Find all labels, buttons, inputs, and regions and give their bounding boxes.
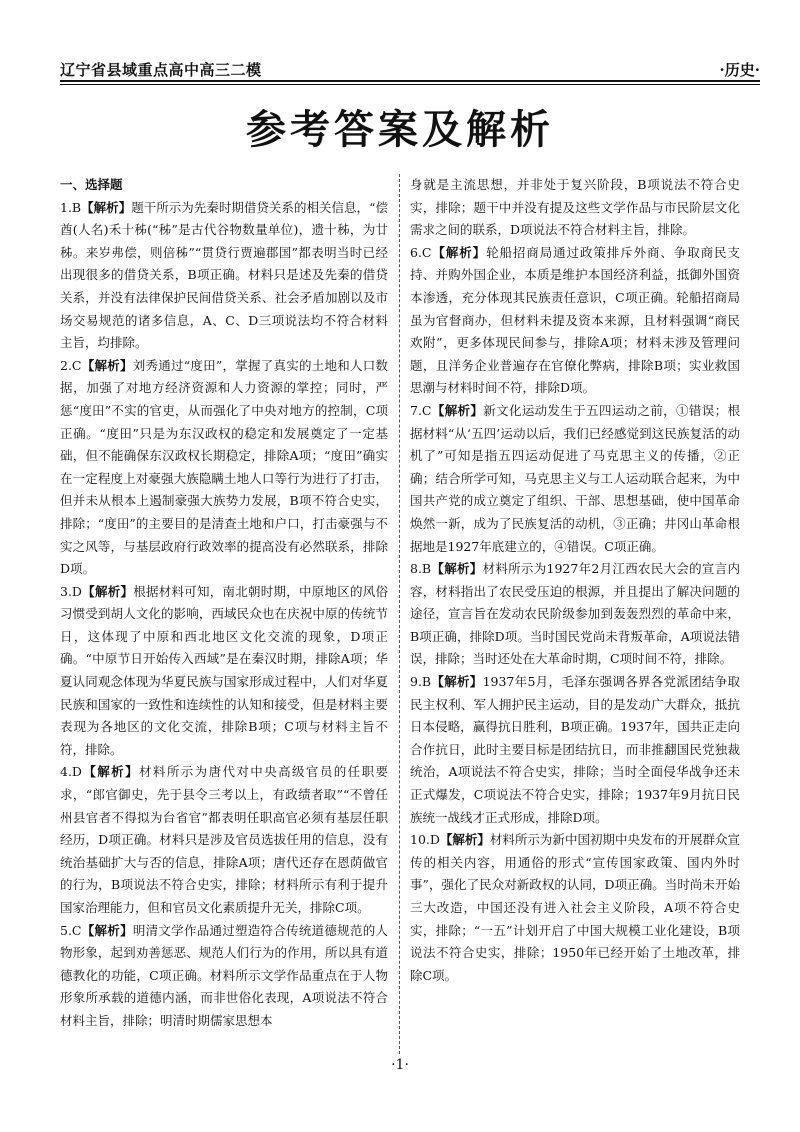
answer-item-8 [410,558,740,671]
answer-text: 1937年5月，毛泽东强调各界各党派团结争取民主权利、军人拥护民主运动，目的是发动广大群众，抵抗日本侵略，赢得抗日胜利，B项正确。1937年，国共正走向合作抗日，此时主要目标是团结抗日，而非推翻国民党独裁统治，A项说法不符合史实，排除；当时全面侵华战争还未正式爆发，C项说法不符合史实，排除；1937年9月抗日民族统一战线才正式形成，排除D项。 [410,674,740,825]
analysis-tag: 【解析】 [431,402,484,418]
analysis-tag: 【解析】 [439,832,490,848]
answer-number: 1.B [60,199,82,215]
answer-item-10 [410,829,740,987]
answer-number: 9.B [410,674,432,690]
exam-name: 辽宁省县域重点高中高三二模 [60,61,262,79]
answer-item-9 [410,671,740,829]
analysis-tag: 【解析】 [431,674,483,690]
answer-number: 5.C [60,922,82,938]
right-column [410,174,740,987]
answer-number: 4.D [60,764,82,780]
column-divider [399,174,400,1054]
answer-text: 根据材料可知，南北朝时期，中原地区的风俗习惯受到胡人文化的影响，西域民众也在庆祝中原的传统节日，这体现了中原和西北地区文化交流的现象，D项正确。“中原节日开始传入西域”是在秦汉时期，排除A项；华夏认同观念体现为华夏民族与国家形成过程中，人们对华夏民族和国家的一致性和连续性的认知和接受，但是材料主要表现为各地区的文化交流，排除B项；C项与材料主旨不符，排除。 [60,583,388,757]
answer-item-5-continued: 身就是主流思想，并非处于复兴阶段，B项说法不符合史实，排除；题干中并没有提及这些文学作品与市民阶层文化需求之间的联系，D项说法不符合材料主旨，排除。 [410,177,740,238]
answer-item-7 [410,400,740,558]
header-rule-thin [60,84,760,85]
analysis-tag: 【解析】 [431,561,483,577]
answer-item-5 [60,920,388,1033]
analysis-tag: 【解析】 [81,922,133,938]
answer-text: 新文化运动发生于五四运动之前，①错误；根据材料“从‘五四’运动以后，我们已经感觉到这民族复活的动机了”可知是指五四运动促进了马克思主义的传播，②正确；结合所学可知，马克思主义与工人运动联合起来，为中国共产党的成立奠定了组织、干部、思想基础，使中国革命焕然一新，成为了民族复活的动机，③正确；井冈山革命根据地是1927年底建立的，④错误。C项正确。 [410,402,740,554]
answer-number: 3.D [60,583,82,599]
analysis-tag: 【解析】 [81,764,140,780]
answer-text: 刘秀通过“度田”，掌握了真实的土地和人口数据，加强了对地方经济资源和人力资源的掌控；同时，严惩“度田”不实的官吏，从而强化了中央对地方的控制，C项正确。“度田”只是为东汉政权的稳定和发展奠定了一定基础，但不能确保东汉政权长期稳定，排除A项；“度田”确实在一定程度上对豪强大族隐瞒土地人口等行为进行了打击，但并未从根本上遏制豪强大族势力发展，B项不符合史实，排除；“度田”的主要目的是清查土地和户口，打击豪强与不实之风等，与基层政府行政效率的提高没有必然联系，排除D项。 [60,357,388,577]
answer-text: 材料所示为1927年2月江西农民大会的宣言内容，材料指出了农民受压迫的根源，并且提出了解决问题的途径，宣言旨在发动农民阶级参加到轰轰烈烈的革命中来，B项正确，排除D项。当时国民党尚未背叛革命，A项说法错误，排除；当时还处在大革命时期，C项时间不符，排除。 [410,561,740,667]
answer-item-1 [60,197,388,355]
answer-item-4 [60,761,388,919]
answer-text: 材料所示为唐代对中央高级官员的任职要求，“郎官御史，先于县令三考以上，有政绩者取”“不曾任州县官者不得拟为台省官”都表明任职高官必须有基层任职经历，D项正确。材料只是涉及官员选拔任用的信息，没有统治基础扩大与否的信息，排除A项；唐代还存在恩荫做官的行为，B项说法不符合史实，排除；材料所示有利于提升国家治理能力，但和官员文化素质提升无关，排除C项。 [60,764,388,915]
answer-text: 题干所示为先秦时期借贷关系的相关信息，“偿酋(人名)禾十秭(“秭”是古代谷物数量单位)，遗十秭，为廿秭。来岁弗偿，则倍秭”“贯贷行贾遍郡国”都表明当时已经出现很多的借贷关系，B项正确。材料只是述及先秦的借贷关系，并没有法律保护民间借贷关系、社会矛盾加剧以及市场交易规范的诸多信息，A、C、D三项说法均不符合材料主旨，均排除。 [60,199,388,351]
page-number: ·1· [391,1057,409,1073]
analysis-tag: 【解析】 [81,199,132,215]
analysis-tag: 【解析】 [81,357,133,373]
header-rule-thick [60,80,760,82]
subject-label: ·历史· [719,61,760,79]
answer-item-6 [410,242,740,400]
answer-number: 6.C [410,244,432,260]
section-heading: 一、选择题 [60,177,123,192]
answer-number: 10.D [410,832,440,848]
page-title: 参考答案及解析 [246,107,554,153]
answer-item-3 [60,581,388,762]
answer-item-2 [60,355,388,581]
answer-text: 轮船招商局通过政策排斥外商、争取商民支持、并购外国企业，本质是维护本国经济利益，抵御外国资本渗透，充分体现其民族责任意识，C项正确。轮船招商局虽为官督商办，但材料未提及资本来源，且材料强调“商民欢附”，更多体现民间参与，排除A项；材料未涉及管理问题，且洋务企业普遍存在官僚化弊病，排除B项；实业救国思潮与材料时间不符，排除D项。 [410,244,740,396]
left-column [60,174,388,1033]
page-header [60,52,760,80]
answer-text: 材料所示为新中国初期中央发布的开展群众宣传的相关内容，用通俗的形式“宣传国家政策、国内外时事”，强化了民众对新政权的认同，D项正确。当时尚未开始三大改造，中国还没有进入社会主义阶段，A项不符合史实，排除；“一五”计划开启了中国大规模工业化建设，B项说法不符合史实，排除；1950年已经开始了土地改革，排除C项。 [410,832,740,983]
answer-number: 8.B [410,561,432,577]
answer-number: 2.C [60,357,82,373]
answer-text: 明清文学作品通过塑造符合传统道德规范的人物形象，起到劝善惩恶、规范人们行为的作用，所以具有道德教化的功能，C项正确。材料所示文学作品重点在于人物形象所承载的道德内涵，而非世俗化表现，A项说法不符合材料主旨，排除；明清时期儒家思想本 [60,922,388,1028]
answer-number: 7.C [410,402,432,418]
analysis-tag: 【解析】 [81,583,134,599]
analysis-tag: 【解析】 [431,244,487,260]
